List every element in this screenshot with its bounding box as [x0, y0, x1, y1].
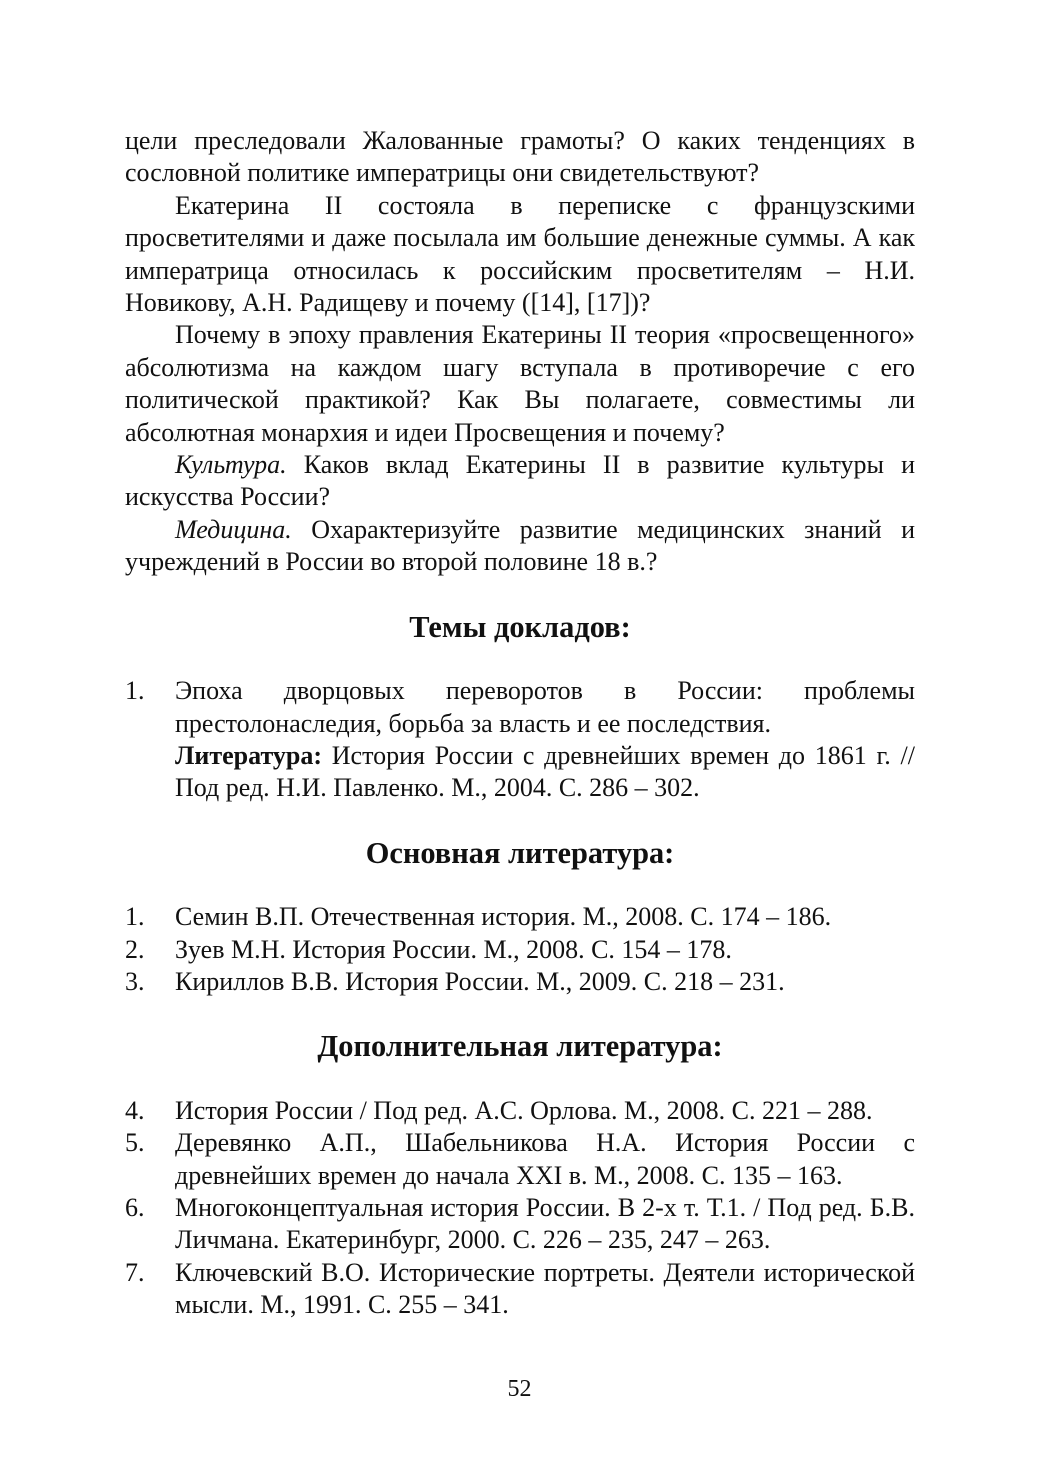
list-item-text: История России / Под ред. А.С. Орлова. М., 2008. С. 221 – 288.	[175, 1095, 873, 1125]
list-item	[125, 1127, 915, 1192]
report-item	[125, 675, 915, 805]
list-item	[125, 1257, 915, 1322]
culture-text: Каков вклад Екатерины II в развитие культуры и искусства России?	[125, 450, 915, 512]
medicine-label: Медицина.	[175, 514, 292, 544]
question-paragraph-1: цели преследовали Жалованные грамоты? О каких тенденциях в сословной политике императрицы они свидетельствуют?	[125, 126, 915, 188]
report-item-number: 1.	[125, 676, 145, 706]
question-paragraph-3: Почему в эпоху правления Екатерины II теория «просвещенного» абсолютизма на каждом шагу вступала в противоречие с его политической практикой? Как Вы полагаете, совместимы ли абсолютная монархия и идеи Просвещения и почему?	[125, 320, 915, 447]
list-item-text: Семин В.П. Отечественная история. М., 2008. С. 174 – 186.	[175, 902, 832, 932]
list-item	[125, 901, 915, 933]
list-item-text: Деревянко А.П., Шабельникова Н.А. История России с древнейших времен до начала XXI в. М., 2008. С. 135 – 163.	[175, 1128, 915, 1190]
question-paragraph-culture	[125, 449, 915, 514]
question-paragraph-medicine	[125, 514, 915, 579]
list-item	[125, 966, 915, 998]
reports-heading: Темы докладов:	[409, 609, 631, 644]
list-item-text: Ключевский В.О. Исторические портреты. Деятели исторической мысли. М., 1991. С. 255 – 341.	[175, 1257, 915, 1320]
list-item-number: 7.	[125, 1257, 145, 1287]
report-literature-text: История России с древнейших времен до 1861 г. // Под ред. Н.И. Павленко. М., 2004. С. 286 – 302.	[175, 740, 915, 803]
list-item-number: 1.	[125, 902, 145, 932]
list-item-number: 4.	[125, 1095, 145, 1125]
list-item	[125, 1192, 915, 1257]
report-item-title: Эпоха дворцовых переворотов в России: проблемы престолонаследия, борьба за власть и ее последствия.	[175, 676, 915, 738]
page-number: 52	[507, 1376, 532, 1402]
additional-literature-list	[125, 1095, 915, 1322]
reports-list	[125, 675, 915, 805]
report-item-literature	[175, 740, 915, 805]
page-body	[125, 125, 915, 1322]
list-item	[125, 1095, 915, 1127]
culture-label: Культура.	[175, 450, 287, 480]
report-item-content	[175, 675, 915, 805]
list-item-text: Кириллов В.В. История России. М., 2009. С. 218 – 231.	[175, 966, 785, 996]
question-paragraph-2: Екатерина II состояла в переписке с французскими просветителями и даже посылала им большие денежные суммы. А как императрица относилась к российским просветителям – Н.И. Новикову, А.Н. Радищеву и почему ([14], [17])?	[125, 190, 915, 318]
list-item-number: 6.	[125, 1192, 145, 1222]
list-item-number: 2.	[125, 934, 145, 964]
additional-literature-heading: Дополнительная литература:	[317, 1029, 723, 1064]
list-item-number: 5.	[125, 1128, 145, 1158]
medicine-text: Охарактеризуйте развитие медицинских знаний и учреждений в России во второй половине 18 в.?	[125, 514, 915, 577]
main-literature-list	[125, 901, 915, 998]
list-item-number: 3.	[125, 966, 145, 996]
list-item-text: Многоконцептуальная история России. В 2-х т. Т.1. / Под ред. Б.В. Личмана. Екатеринбург, 2000. С. 226 – 235, 247 – 263.	[175, 1192, 915, 1255]
report-literature-label: Литература:	[175, 740, 322, 770]
list-item	[125, 934, 915, 966]
main-literature-heading: Основная литература:	[365, 835, 675, 870]
list-item-text: Зуев М.Н. История России. М., 2008. С. 154 – 178.	[175, 934, 732, 964]
